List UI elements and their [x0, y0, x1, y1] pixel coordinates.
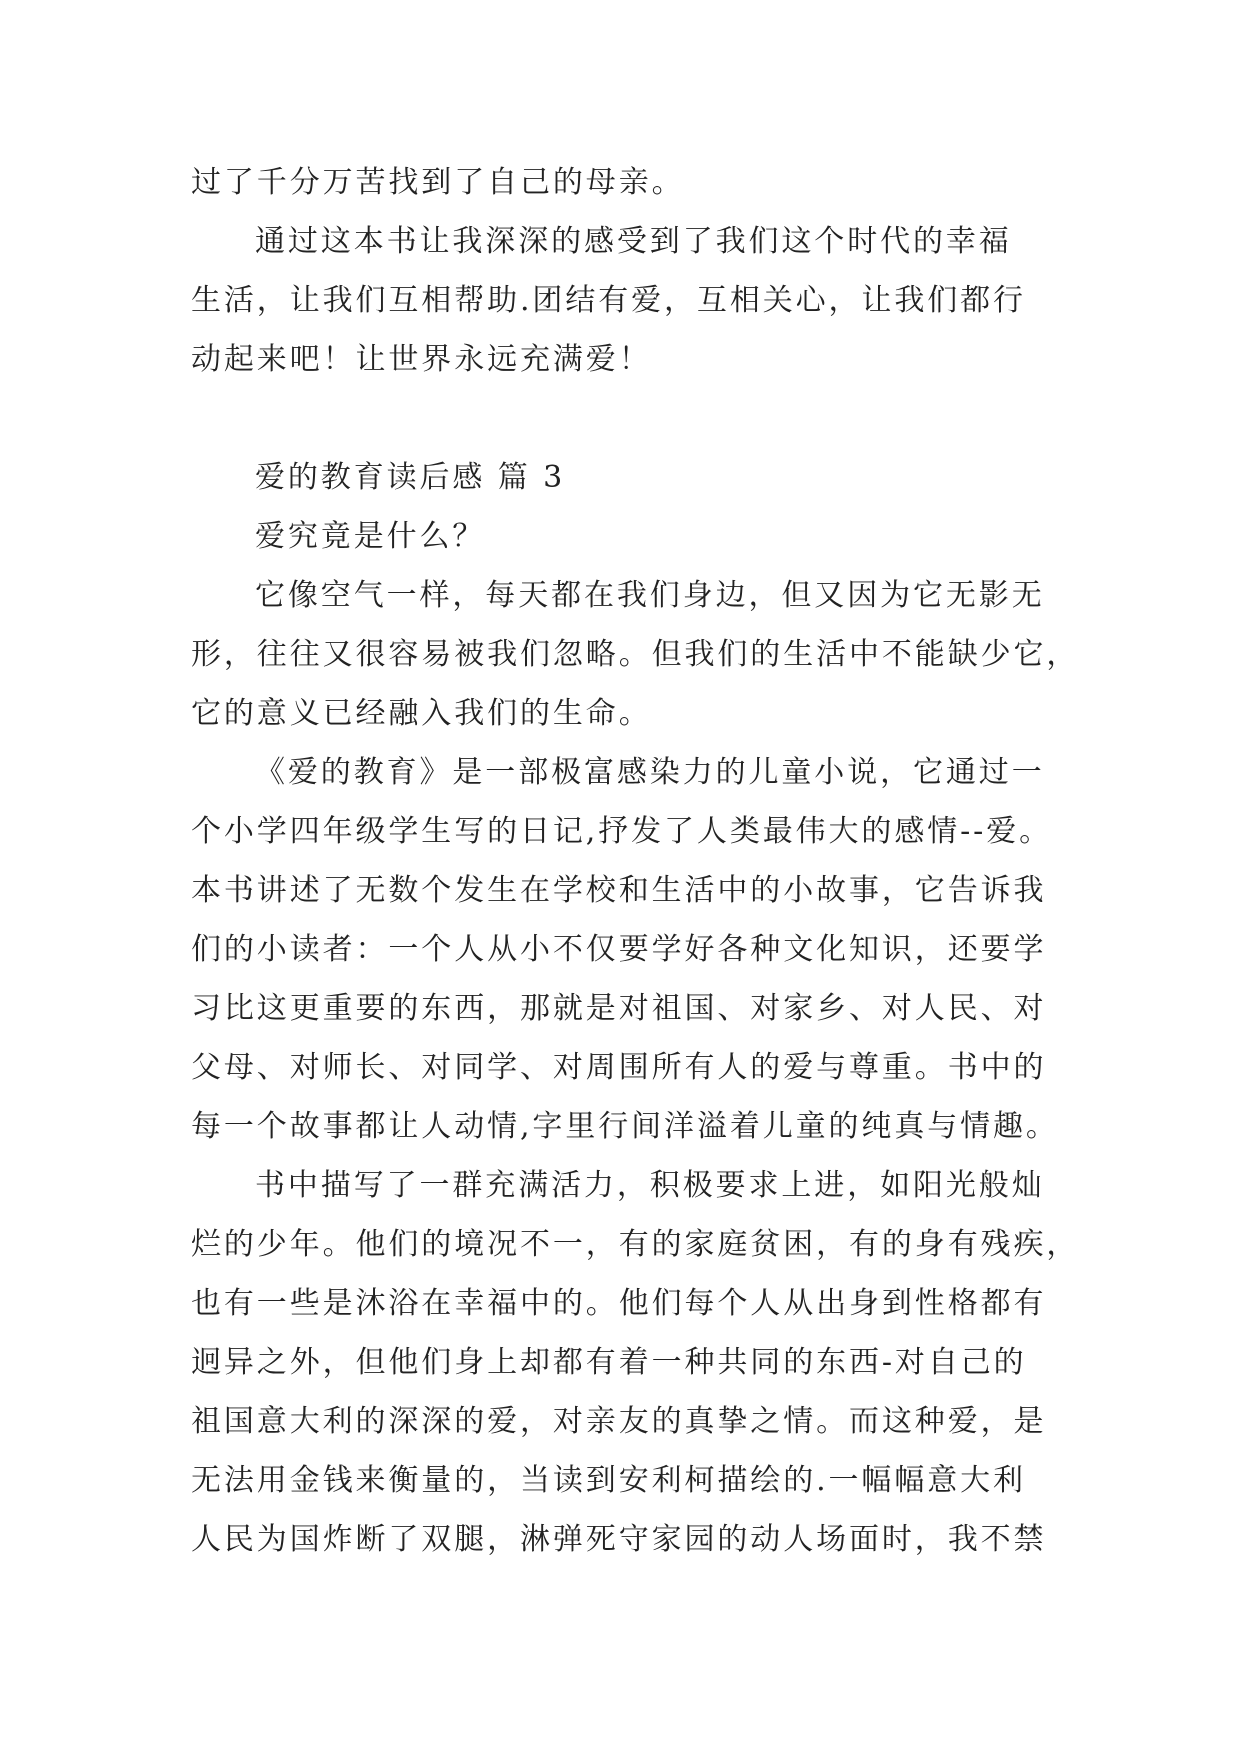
section-question: 爱究竟是什么？: [255, 519, 486, 554]
paragraph-first-line: 通过这本书让我深深的感受到了我们这个时代的幸福: [255, 224, 1012, 259]
text-line: 无法用金钱来衡量的，当读到安利柯描绘的.一幅幅意大利: [191, 1463, 1026, 1498]
text-line: 人民为国炸断了双腿，淋弹死守家园的动人场面时，我不禁: [191, 1522, 1047, 1557]
text-line: 习比这更重要的东西，那就是对祖国、对家乡、对人民、对: [191, 991, 1047, 1026]
paragraph-first-line: 《爱的教育》是一部极富感染力的儿童小说，它通过一: [255, 755, 1045, 790]
paragraph-first-line: 它像空气一样，每天都在我们身边，但又因为它无影无: [255, 578, 1045, 613]
body-text: [191, 153, 1080, 1569]
text-line: 它的意义已经融入我们的生命。: [191, 696, 652, 731]
text-line: 迥异之外，但他们身上却都有着一种共同的东西-对自己的: [191, 1345, 1027, 1380]
text-line: 每一个故事都让人动情,字里行间洋溢着儿童的纯真与情趣。: [191, 1109, 1059, 1144]
text-line: 生活，让我们互相帮助.团结有爱，互相关心，让我们都行: [191, 283, 1026, 318]
text-line: 本书讲述了无数个发生在学校和生活中的小故事，它告诉我: [191, 873, 1047, 908]
text-line: 形，往往又很容易被我们忽略。但我们的生活中不能缺少它，: [191, 637, 1080, 672]
text-line: 祖国意大利的深深的爱，对亲友的真挚之情。而这种爱，是: [191, 1404, 1047, 1439]
section-heading: 爱的教育读后感 篇 3: [255, 460, 566, 495]
text-line: 动起来吧！让世界永远充满爱！: [191, 342, 652, 377]
text-line: 们的小读者：一个人从小不仅要学好各种文化知识，还要学: [191, 932, 1047, 967]
text-line: 过了千分万苦找到了自己的母亲。: [191, 165, 685, 200]
paragraph-first-line: 书中描写了一群充满活力，积极要求上进，如阳光般灿: [255, 1168, 1045, 1203]
text-line: 烂的少年。他们的境况不一，有的家庭贫困，有的身有残疾，: [191, 1227, 1080, 1262]
text-line: 个小学四年级学生写的日记,抒发了人类最伟大的感情--爱。: [191, 814, 1053, 849]
paragraph-spacer: [191, 389, 1053, 448]
text-line: 也有一些是沐浴在幸福中的。他们每个人从出身到性格都有: [191, 1286, 1047, 1321]
text-line: 父母、对师长、对同学、对周围所有人的爱与尊重。书中的: [191, 1050, 1047, 1085]
